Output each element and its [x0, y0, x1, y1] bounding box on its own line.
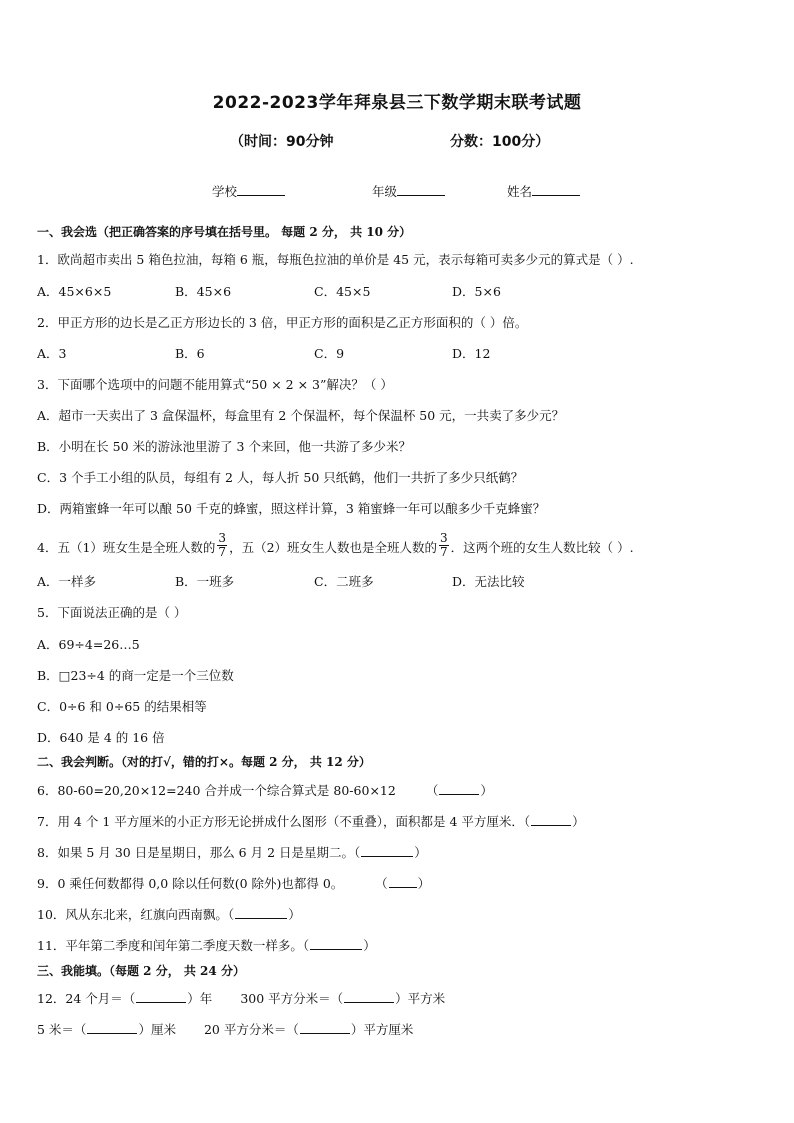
- question-4-part2: ，五（2）班女生人数也是全班人数的: [229, 540, 438, 555]
- option-c[interactable]: C．二班多: [314, 574, 374, 589]
- answer-blank[interactable]: [389, 876, 417, 888]
- section2-heading: 二、我会判断。（对的打√，错的打×。每题 2 分， 共 12 分）: [37, 755, 371, 769]
- question-2: 2．甲正方形的边长是乙正方形边长的 3 倍，甲正方形的面积是乙正方形面积的（ ）倍。: [37, 315, 528, 330]
- option-b[interactable]: B．45×6: [175, 284, 232, 299]
- option-d[interactable]: D．640 是 4 的 16 倍: [37, 730, 165, 745]
- exam-time: （时间：90分钟: [230, 134, 334, 150]
- name-label: 姓名: [507, 184, 533, 199]
- answer-open: （: [227, 907, 235, 922]
- question-7: [37, 812, 585, 830]
- page-title: 2022-2023学年拜泉县三下数学期末联考试题: [212, 93, 582, 113]
- school-blank[interactable]: [237, 183, 285, 196]
- question-12b-post: ）平方米: [395, 991, 446, 1006]
- question-12a-post: ）年: [187, 991, 213, 1006]
- question-8-text: 8．如果 5 月 30 日是星期日，那么 6 月 2 日是星期二。: [37, 845, 355, 860]
- fraction: [217, 532, 227, 559]
- answer-open: （: [425, 783, 439, 798]
- answer-close: ）: [417, 876, 431, 891]
- question-12d-pre: 20 平方分米＝（: [203, 1022, 299, 1037]
- question-7-text: 7．用 4 个 1 平方厘米的小正方形无论拼成什么图形（不重叠），面积都是 4 平方厘米．: [37, 814, 524, 829]
- question-11: [37, 936, 376, 954]
- fraction-numerator: 3: [440, 531, 448, 545]
- question-12c-pre: 5 米＝（: [37, 1022, 87, 1037]
- answer-open: （: [302, 938, 310, 953]
- grade-blank[interactable]: [397, 183, 445, 196]
- answer-blank[interactable]: [344, 991, 394, 1003]
- question-10: [37, 905, 301, 923]
- question-12b-pre: 300 平方分米＝（: [240, 991, 344, 1006]
- fraction-denominator: 7: [218, 545, 227, 559]
- option-d[interactable]: D．5×6: [452, 284, 501, 299]
- option-b[interactable]: B．6: [175, 346, 205, 361]
- question-12d-post: ）平方厘米: [350, 1022, 414, 1037]
- answer-blank[interactable]: [310, 938, 362, 950]
- question-6-text: 6．80-60=20,20×12=240 合并成一个综合算式是 80-60×12: [37, 783, 396, 798]
- option-c[interactable]: C．3 个手工小组的队员，每组有 2 人，每人折 50 只纸鹤，他们一共折了多少只纸鹤？: [37, 470, 524, 485]
- option-a[interactable]: A．超市一天卖出了 3 盒保温杯，每盒里有 2 个保温杯，每个保温杯 50 元，一共卖了多少元？: [37, 408, 565, 423]
- option-a[interactable]: A．45×6×5: [37, 284, 112, 299]
- answer-close: ）: [480, 783, 493, 798]
- question-12a-pre: 12．24 个月＝（: [37, 991, 136, 1006]
- question-11-text: 11．平年第二季度和闰年第二季度天数一样多。: [37, 938, 303, 953]
- option-a[interactable]: A．69÷4=26…5: [37, 637, 140, 652]
- question-8: [37, 843, 427, 861]
- question-12c-post: ）厘米: [138, 1022, 176, 1037]
- option-b[interactable]: B．一班多: [175, 574, 235, 589]
- answer-blank[interactable]: [300, 1022, 350, 1034]
- fraction-denominator: 7: [440, 545, 448, 559]
- option-d[interactable]: D．两箱蜜蜂一年可以酿 50 千克的蜂蜜，照这样计算，3 箱蜜蜂一年可以酿多少千克蜂蜜？: [37, 501, 546, 516]
- option-c[interactable]: C．0÷6 和 0÷65 的结果相等: [37, 699, 207, 714]
- answer-close: ）: [363, 938, 376, 953]
- question-4-part3: ．这两个班的女生人数比较（ ）.: [450, 540, 634, 555]
- question-4: [37, 531, 634, 562]
- question-10-text: 10．风从东北来，红旗向西南飘。: [37, 907, 228, 922]
- grade-label: 年级: [372, 184, 398, 199]
- option-c[interactable]: C．45×5: [314, 284, 371, 299]
- answer-open: （: [354, 845, 361, 860]
- fraction: [439, 532, 449, 559]
- fraction-numerator: 3: [218, 531, 227, 545]
- question-9-text: 9．0 乘任何数都得 0,0 除以任何数(0 除外)也都得 0。: [37, 876, 344, 891]
- answer-blank[interactable]: [235, 907, 287, 919]
- name-field: [507, 182, 580, 200]
- answer-open: （: [381, 876, 388, 891]
- option-d[interactable]: D．12: [452, 346, 491, 361]
- section1-heading: 一、我会选（把正确答案的序号填在括号里。 每题 2 分， 共 10 分）: [37, 225, 412, 239]
- answer-blank[interactable]: [87, 1022, 137, 1034]
- question-4-part1: 4．五（1）班女生是全班人数的: [37, 540, 216, 555]
- grade-field: [372, 182, 445, 200]
- section3-heading: 三、我能填。（每题 2 分， 共 24 分）: [37, 964, 245, 978]
- exam-score: 分数：100分）: [450, 134, 550, 150]
- answer-blank[interactable]: [439, 783, 479, 795]
- answer-close: ）: [572, 814, 585, 829]
- question-5: 5．下面说法正确的是（ ）: [37, 605, 187, 620]
- answer-open: （: [523, 814, 531, 829]
- question-3: 3．下面哪个选项中的问题不能用算式“50 × 2 × 3”解决？（ ）: [37, 377, 393, 392]
- option-d[interactable]: D．无法比较: [452, 574, 525, 589]
- option-b[interactable]: B．小明在长 50 米的游泳池里游了 3 个来回，他一共游了多少米？: [37, 439, 411, 454]
- question-12-row1: [37, 989, 445, 1007]
- option-a[interactable]: A．3: [37, 346, 67, 361]
- school-label: 学校: [212, 184, 238, 199]
- question-1: 1．欧尚超市卖出 5 箱色拉油，每箱 6 瓶，每瓶色拉油的单价是 45 元，表示每箱可卖多少元的算式是（ ）.: [37, 252, 634, 267]
- name-blank[interactable]: [532, 183, 580, 196]
- answer-blank[interactable]: [136, 991, 186, 1003]
- answer-close: ）: [288, 907, 301, 922]
- answer-close: ）: [414, 845, 427, 860]
- question-6: [37, 781, 493, 799]
- question-9: [37, 874, 430, 892]
- school-field: [212, 182, 285, 200]
- option-a[interactable]: A．一样多: [37, 574, 97, 589]
- option-c[interactable]: C．9: [314, 346, 345, 361]
- answer-blank[interactable]: [361, 845, 413, 857]
- answer-blank[interactable]: [531, 814, 571, 826]
- question-12-row2: [37, 1020, 413, 1038]
- option-b[interactable]: B．□23÷4 的商一定是一个三位数: [37, 668, 234, 683]
